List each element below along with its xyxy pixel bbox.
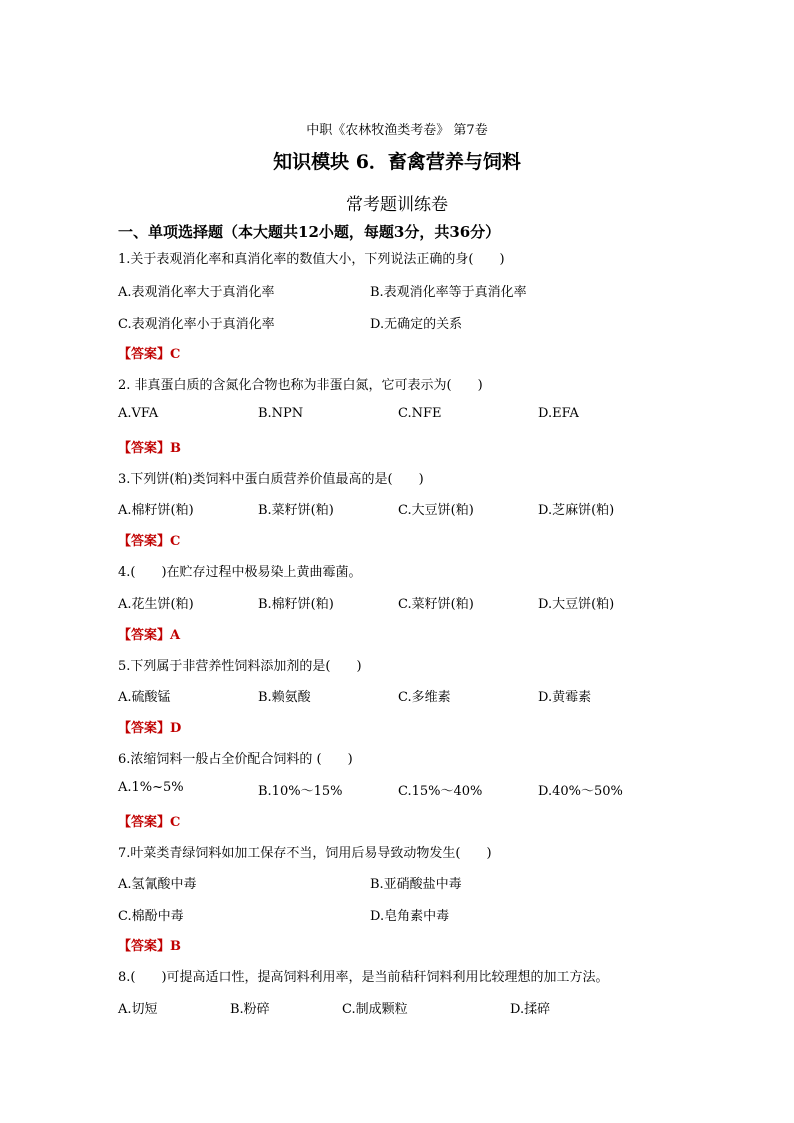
question-5-option-a: A.硫酸锰 <box>118 690 171 705</box>
question-3: 3.下列饼(粕)类饲料中蛋白质营养价值最高的是( ) <box>118 472 424 487</box>
answer-value: A <box>170 628 181 643</box>
answer-label: 【答案】 <box>118 441 171 456</box>
question-2-answer <box>118 437 181 456</box>
question-5-option-c: C.多维素 <box>398 690 451 705</box>
question-5-answer <box>118 717 181 736</box>
question-4: 4.( )在贮存过程中极易染上黄曲霉菌。 <box>118 565 362 580</box>
question-7-option-d: D.皂角素中毒 <box>370 909 450 924</box>
question-6-option-a: A.1%~5% <box>118 780 184 795</box>
question-6-option-b: B.10%～15% <box>258 784 343 799</box>
answer-label: 【答案】 <box>118 534 171 549</box>
question-8: 8.( )可提高适口性，提高饲料利用率，是当前秸秆饲料利用比较理想的加工方法。 <box>118 970 609 985</box>
question-2: 2. 非真蛋白质的含氮化合物也称为非蛋白氮，它可表示为( ) <box>118 378 483 393</box>
question-7-answer <box>118 935 181 954</box>
question-3-option-a: A.棉籽饼(粕) <box>118 503 194 518</box>
question-8-option-a: A.切短 <box>118 1002 158 1017</box>
question-8-option-d: D.揉碎 <box>510 1002 551 1017</box>
question-7: 7.叶菜类青绿饲料如加工保存不当，饲用后易导致动物发生( ) <box>118 846 492 861</box>
question-4-option-a: A.花生饼(粕) <box>118 597 194 612</box>
question-5-option-b: B.赖氨酸 <box>258 690 311 705</box>
answer-value: D <box>170 721 182 736</box>
question-6: 6.浓缩饲料一般占全价配合饲料的 ( ) <box>118 752 353 767</box>
question-2-option-d: D.EFA <box>538 406 579 421</box>
question-1-option-a: A.表观消化率大于真消化率 <box>118 285 275 300</box>
question-1-option-b: B.表观消化率等于真消化率 <box>370 285 527 300</box>
page-title: 知识模块 6．畜禽营养与饲料 <box>273 151 521 173</box>
question-6-option-d: D.40%～50% <box>538 784 623 799</box>
question-4-option-b: B.棉籽饼(粕) <box>258 597 334 612</box>
question-5: 5.下列属于非营养性饲料添加剂的是( ) <box>118 659 362 674</box>
answer-value: B <box>170 939 182 954</box>
answer-label: 【答案】 <box>118 347 171 362</box>
question-4-option-d: D.大豆饼(粕) <box>538 597 615 612</box>
answer-value: B <box>170 441 182 456</box>
section-heading: 一、单项选择题（本大题共12小题，每题3分，共36分） <box>118 223 501 241</box>
question-1-answer <box>118 343 180 362</box>
question-8-option-c: C.制成颗粒 <box>342 1002 408 1017</box>
question-2-option-a: A.VFA <box>118 406 159 421</box>
answer-label: 【答案】 <box>118 721 171 736</box>
question-5-option-d: D.黄霉素 <box>538 690 592 705</box>
answer-label: 【答案】 <box>118 939 171 954</box>
page-subtitle: 常考题训练卷 <box>346 195 448 215</box>
question-3-option-d: D.芝麻饼(粕) <box>538 503 615 518</box>
question-8-option-b: B.粉碎 <box>230 1002 270 1017</box>
question-7-option-a: A.氢氰酸中毒 <box>118 877 197 892</box>
question-7-option-c: C.棉酚中毒 <box>118 909 184 924</box>
question-2-option-b: B.NPN <box>258 406 304 421</box>
question-4-answer <box>118 624 180 643</box>
answer-value: C <box>170 347 181 362</box>
question-3-option-b: B.菜籽饼(粕) <box>258 503 334 518</box>
answer-value: C <box>170 534 181 549</box>
exam-header: 中职《农林牧渔类考卷》 第7卷 <box>306 123 488 138</box>
answer-label: 【答案】 <box>118 815 171 830</box>
question-1-option-d: D.无确定的关系 <box>370 317 463 332</box>
question-3-answer <box>118 530 180 549</box>
question-3-option-c: C.大豆饼(粕) <box>398 503 474 518</box>
question-1-option-c: C.表观消化率小于真消化率 <box>118 317 275 332</box>
question-7-option-b: B.亚硝酸盐中毒 <box>370 877 462 892</box>
question-6-answer <box>118 811 180 830</box>
question-6-option-c: C.15%～40% <box>398 784 483 799</box>
question-4-option-c: C.菜籽饼(粕) <box>398 597 474 612</box>
question-2-option-c: C.NFE <box>398 406 442 421</box>
question-1: 1.关于表观消化率和真消化率的数值大小，下列说法正确的身( ) <box>118 252 505 267</box>
answer-label: 【答案】 <box>118 628 171 643</box>
answer-value: C <box>170 815 181 830</box>
